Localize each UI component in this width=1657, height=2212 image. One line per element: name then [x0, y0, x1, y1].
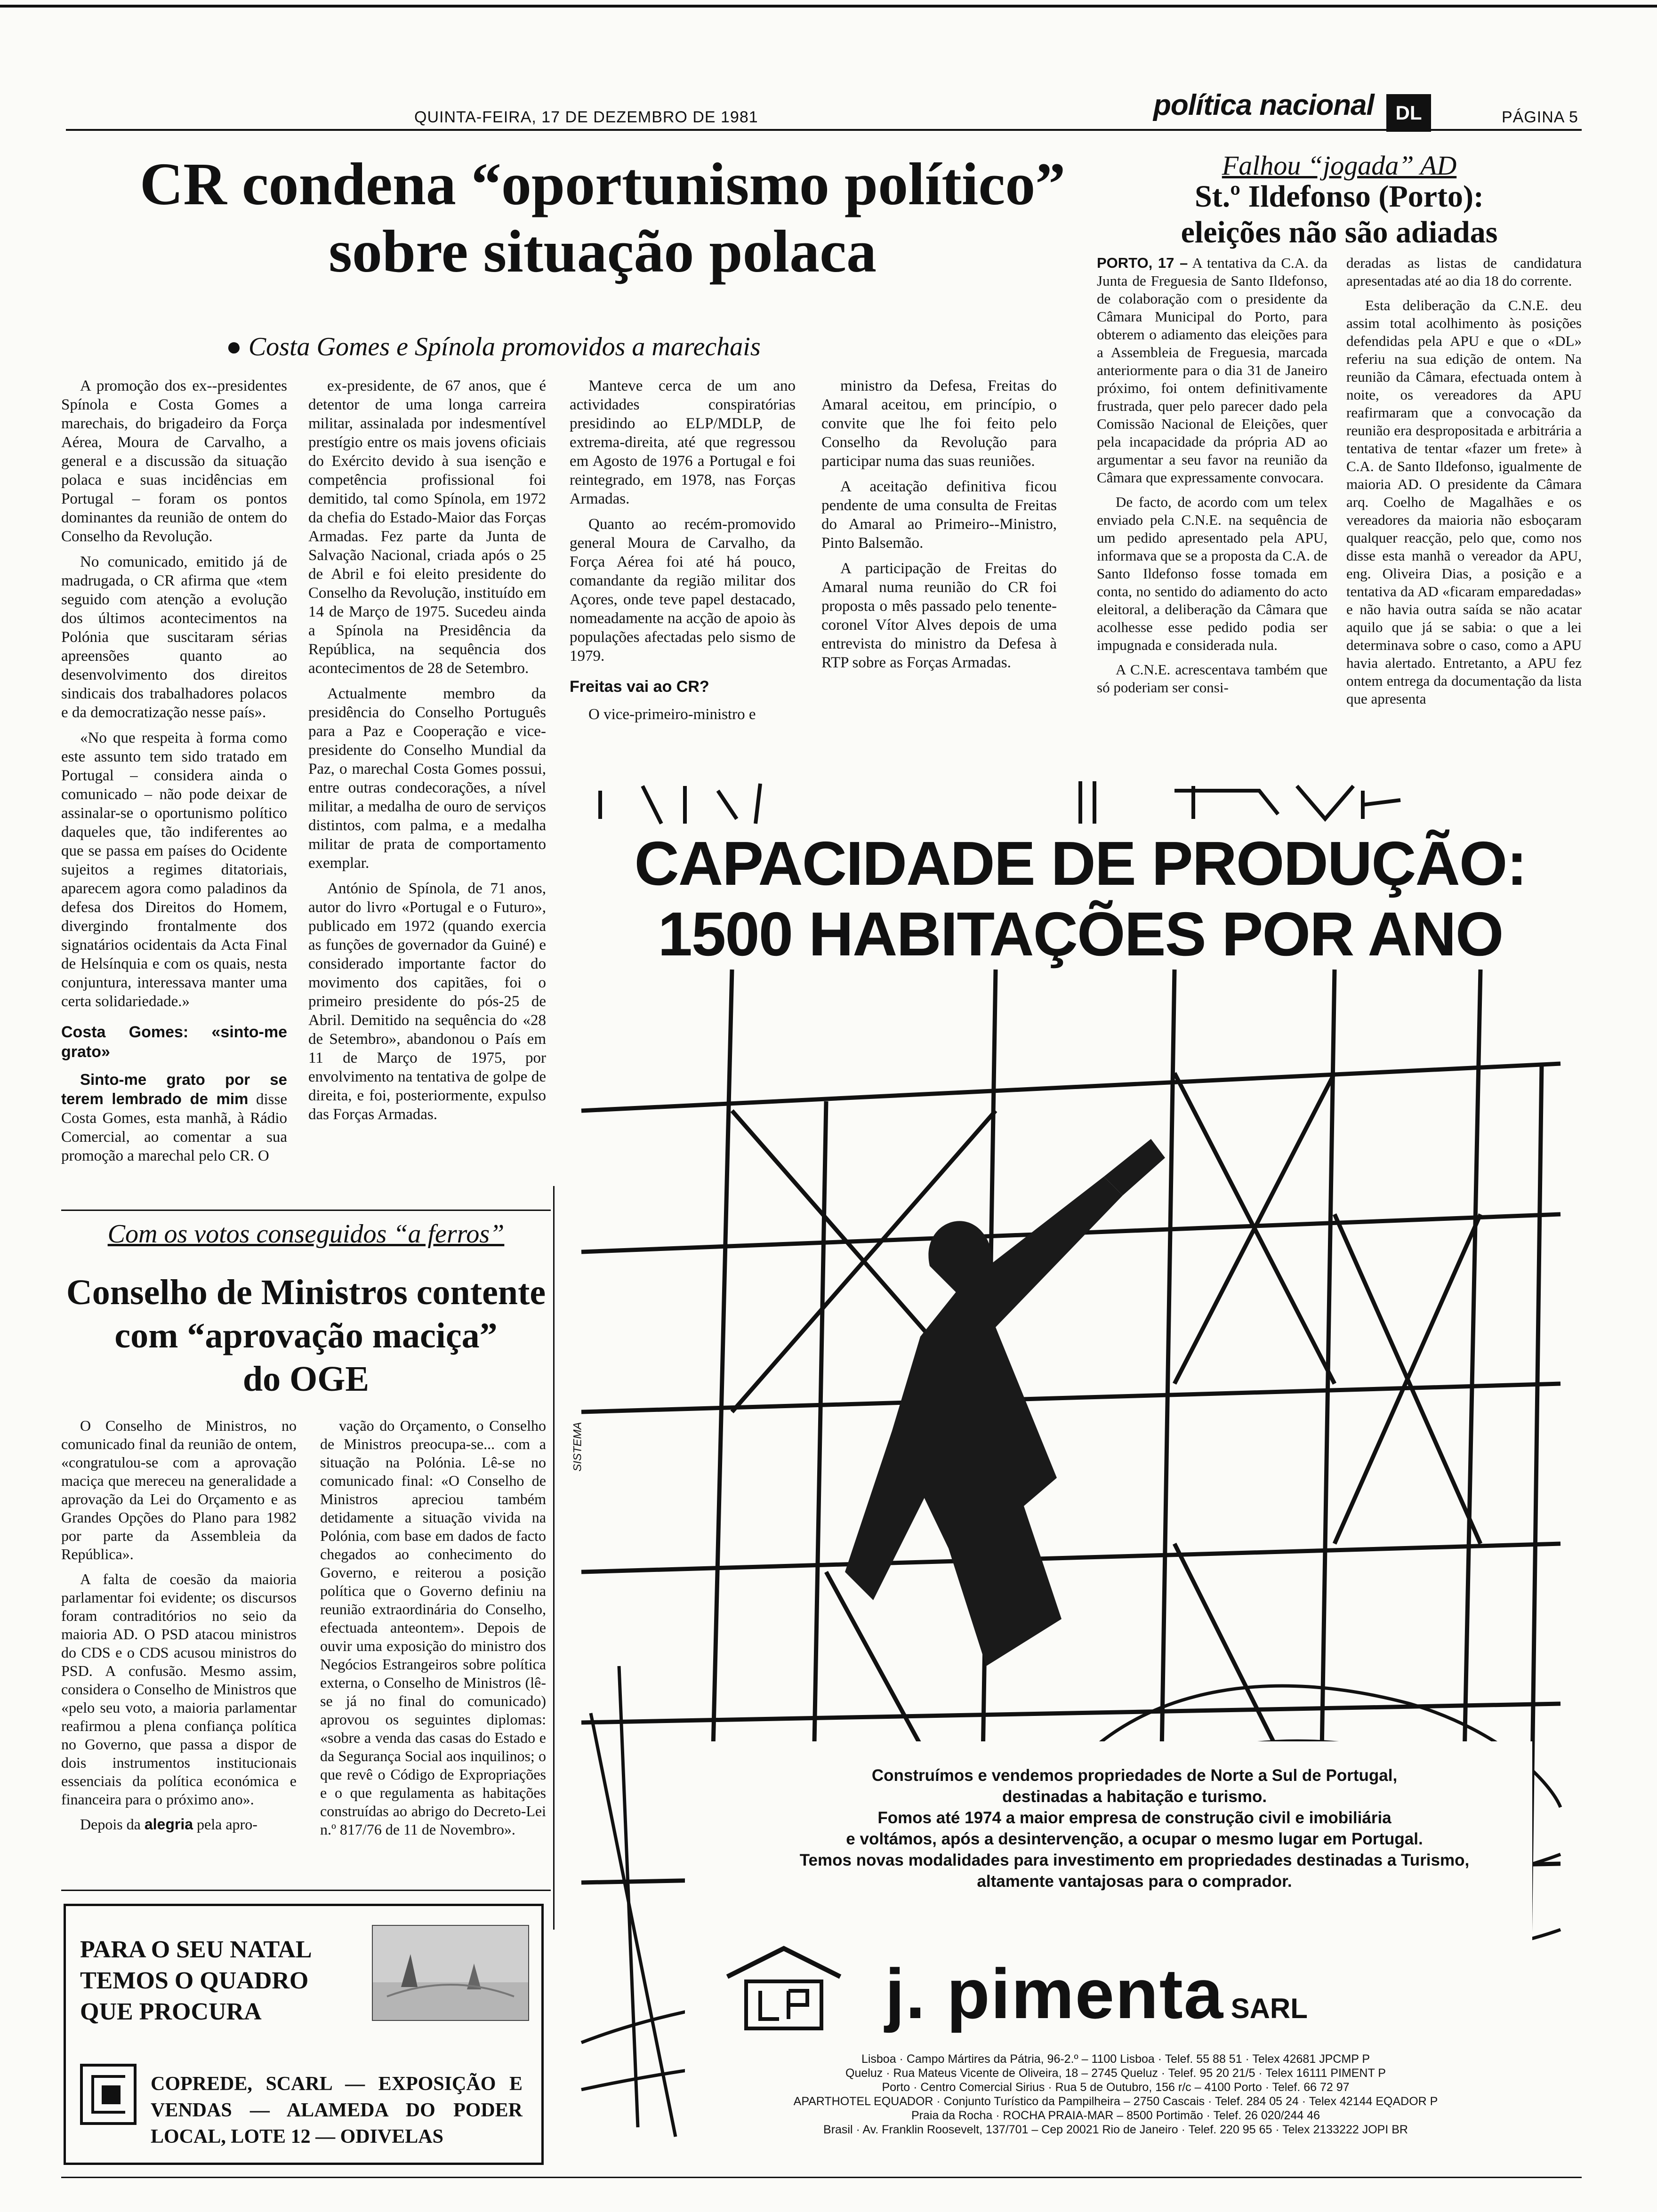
- col-subhead: Costa Gomes: «sinto-me grato»: [61, 1023, 287, 1061]
- oge-kicker: [61, 1219, 551, 1249]
- porto-kicker: [1097, 150, 1582, 181]
- newspaper-logo: DL: [1386, 94, 1431, 132]
- paragraph-tail: disse Costa Gomes, esta manhã, à Rádio Comercial, ao comentar a sua promoção a marechal pelo CR. O: [61, 1091, 287, 1164]
- coprede-logo: [80, 2064, 137, 2125]
- address-line: Queluz · Rua Mateus Vicente de Oliveira, 18 – 2745 Queluz · Telef. 95 20 21/5 · Telex 16111 PIMENT P: [845, 2067, 1386, 2080]
- paragraph: A participação de Freitas do Amaral numa reunião do CR foi proposta o mês passado pelo tenente-coronel Vítor Alves depois de uma entrevista do ministro da Defesa à RTP sobre as Forças Armadas.: [821, 560, 1057, 671]
- page-number: PÁGINA 5: [1502, 108, 1578, 126]
- paragraph-tail: Depois da: [80, 1816, 141, 1833]
- natal-ad-address: COPREDE, SCARL — EXPOSIÇÃO E VENDAS — ALAMEDA DO PODER LOCAL, LOTE 12 — ODIVELAS: [151, 2073, 523, 2148]
- natal-title-line3: QUE PROCURA: [80, 1998, 262, 2025]
- paragraph: ex-presidente, de 67 anos, que é detentor de uma longa carreira militar, assinalada por indesmentível prestígio entre os mais jovens oficiais do Exército devido à sua isenção e competência profissional foi demitido, tal como Spínola, em 1972 da chefia do Estado-Maior das Forças Armadas. Fez parte da Junta de Salvação Nacional, criada após o 25 de Abril e foi eleito presidente do Conselho da Revolução, instituído em 14 de Março de 1975. Sucedeu ainda a Spínola na Presidência da República, na sequência dos acontecimentos de 28 de Setembro.: [308, 377, 546, 677]
- porto-col-1: [1097, 254, 1327, 758]
- paragraph: A aceitação definitiva ficou pendente de uma consulta de Freitas do Amaral ao Primeiro--Ministro, Pinto Balsemão.: [821, 478, 1057, 552]
- paragraph: «No que respeita à forma como este assunto tem sido tratado em Portugal – considera ainda o comunicado – não pode deixar de assinalar-se o oportunismo político daqueles que, tão indiferentes ao que se passa em países do Ocidente sujeitos a regimes ditatoriais, aparecem agora como paladinos da defesa dos Direitos do Homem, divergindo frontalmente dos signatários ocidentais da Acta Final de Helsínquia e com os quais, nesta conjuntura, interessava manter uma certa solidariedade.»: [61, 729, 287, 1010]
- natal-title-line1: PARA O SEU NATAL: [80, 1936, 312, 1963]
- house-logo-icon: [718, 1939, 850, 2033]
- ad-brand-name: [885, 1953, 1308, 2035]
- paragraph: A C.N.E. acrescentava também que só poderiam ser consi-: [1097, 661, 1327, 696]
- brand-wordmark: j. pimenta: [885, 1954, 1224, 2033]
- ad-copy-line: Fomos até 1974 a maior empresa de construção civil e imobiliária: [877, 1809, 1392, 1827]
- paragraph: António de Spínola, de 71 anos, autor do livro «Portugal e o Futuro», publicado em 1972 (quando exercia as funções de governador da Guiné) e considerado importante factor do movimento dos capitães, foi o primeiro presidente do pós-25 de Abril. Demitido na sequência do «28 de Setembro», abandonou o País em 11 de Março de 1975, por envolvimento na tentativa de golpe de direita, e foi, posteriormente, expulso das Forças Armadas.: [308, 880, 546, 1123]
- brand-suffix: SARL: [1231, 1993, 1308, 2024]
- top-border: [0, 5, 1657, 8]
- ad-copy-line: Construímos e vendemos propriedades de Norte a Sul de Portugal,: [871, 1766, 1398, 1785]
- oge-kicker-text: Com os votos conseguidos “a ferros”: [107, 1219, 505, 1249]
- painting-image: [372, 1925, 529, 2021]
- ad-copy-line: altamente vantajosas para o comprador.: [977, 1872, 1292, 1891]
- paragraph: Esta deliberação da C.N.E. deu assim total acolhimento às posições defendidas pela APU e que o «DL» referiu na sua edição de ontem. Na reunião da Câmara, efectuada ontem à noite, os vereadores da APU reafirmaram que a convocação da reunião era despropositada e arbitrária a tentativa de tentar «fazer um frete» à C.A. de Santo Ildefonso, igualmente de maioria AD. O presidente da Câmara arq. Coelho de Magalhães e os vereadores da maioria não esboçaram qualquer reacção, pelo que, como nos disse esta manhã o vereador da APU, eng. Oliveira Dias, a posição e a tentativa da AD «ficaram emparedadas» e não havia outra saída se não acatar aquilo que já se sabia: o que a lei determinava sobre o caso, como a APU havia alertado. Entretanto, a APU fez ontem entrega da documentação da lista que apresenta: [1346, 297, 1582, 707]
- paragraph: No comunicado, emitido já de madrugada, o CR afirma que «tem seguido com atenção a evolução dos últimos acontecimentos na Polónia que suscitaram sérias apreensões quanto ao desenvolvimento dos direitos sindicais dos trabalhadores polacos e da democratização nesse país».: [61, 553, 287, 721]
- ad-headline-line2: 1500 HABITAÇÕES POR ANO: [658, 899, 1503, 969]
- porto-headline: [1097, 179, 1582, 250]
- paragraph: Actualmente membro da presidência do Conselho Português para a Paz e Cooperação e vice-presidente do Conselho Mundial da Paz, o marechal Costa Gomes possui, entre outras condecorações, a nível militar, a medalha de ouro de serviços distintos, com palma, e a medalha militar de prata de comportamento exemplar.: [308, 685, 546, 872]
- porto-col-2: [1346, 254, 1582, 758]
- main-col-3: [570, 377, 796, 753]
- ad-copy-line: Temos novas modalidades para investimento em propriedades destinadas a Turismo,: [799, 1851, 1470, 1869]
- porto-headline-line1: St.º Ildefonso (Porto):: [1195, 179, 1484, 214]
- paragraph: O vice-primeiro-ministro e: [588, 706, 756, 723]
- main-col-2: [308, 377, 546, 1186]
- address-line: APARTHOTEL EQUADOR · Conjunto Turístico da Pampilheira – 2750 Cascais · Telef. 284 05 24 · Telex 42144 EQADOR P: [793, 2095, 1438, 2108]
- main-headline-line2: sobre situação polaca: [329, 218, 877, 285]
- ad-copy: [734, 1765, 1535, 1892]
- natal-title-line2: TEMOS O QUADRO: [80, 1967, 309, 1994]
- section-separator: [61, 1210, 551, 1211]
- porto-headline-line2: eleições não são adiadas: [1181, 215, 1498, 249]
- paragraph: ministro da Defesa, Freitas do Amaral aceitou, em princípio, o convite que lhe foi feito pelo Conselho da Revolução para participar numa das suas reuniões.: [821, 377, 1057, 470]
- issue-date: QUINTA-FEIRA, 17 DE DEZEMBRO DE 1981: [414, 108, 758, 126]
- header-rule: [66, 129, 1582, 131]
- section-title: política nacional: [1153, 89, 1374, 121]
- oge-headline-line2: com “aprovação maciça”: [114, 1316, 498, 1355]
- paragraph: A tentativa da C.A. da Junta de Freguesia de Santo Ildefonso, de colaboração com o presidente da Câmara Municipal do Porto, para obterem o adiamento das eleições para a Assembleia de Freguesia, marcada anteriormente para o dia 31 de Janeiro próximo, foi ontem definitivamente frustrada, quer pelo parecer dado pela Comissão Nacional de Eleições, quer pela incapacidade da própria AD ao argumentar a seu favor na reunião da Câmara que expressamente convocara.: [1097, 255, 1327, 486]
- paragraph: vação do Orçamento, o Conselho de Ministros preocupa-se... com a situação na Polónia. Lê-se no comunicado final: «O Conselho de Ministros apreciou também detidamente a situação vivida na Polónia, com base em dados de facto chegados ao conhecimento do Governo, e reiterou a posição política que o Governo definiu na reunião extraordinária do Conselho, efectuada anteontem». Depois de ouvir uma exposição do ministro dos Negócios Estrangeiros sobre política externa, o Conselho de Ministros (lê-se já no final do comunicado) aprovou os seguintes diplomas: «sobre a venda das casas do Estado e da Segurança Social aos inquilinos; o que revê o Código de Expropriações e o que regulamenta as habitações construídas ao abrigo do Decreto-Lei n.º 817/76 de 11 de Novembro».: [320, 1417, 546, 1838]
- porto-kicker-text: Falhou “jogada” AD: [1222, 150, 1457, 181]
- ad-credit: SISTEMA: [571, 1422, 584, 1472]
- main-subhead: ● Costa Gomes e Spínola promovidos a marechais: [226, 332, 761, 361]
- oge-col-1: [61, 1417, 297, 1883]
- natal-ad: [64, 1904, 544, 2165]
- main-col-1: [61, 377, 287, 1186]
- address-line: Praia da Rocha · ROCHA PRAIA-MAR – 8500 Portimão · Telef. 26 020/244 46: [911, 2109, 1320, 2122]
- paragraph: Quanto ao recém-promovido general Moura de Carvalho, da Força Aérea foi até há pouco, comandante da região militar dos Açores, onde teve papel destacado, nomeadamente na acção de apoio às populações afectadas pelo sismo de 1979.: [570, 516, 796, 665]
- ad-addresses: [687, 2052, 1544, 2137]
- natal-ad-title: [80, 1934, 362, 2028]
- paragraph: deradas as listas de candidatura apresentadas até ao dia 18 do corrente.: [1346, 255, 1582, 289]
- bold-lead: Sinto-me grato por se terem lembrado de mim: [61, 1071, 287, 1107]
- oge-headline-line1: Conselho de Ministros contente: [66, 1273, 546, 1312]
- section-separator: [61, 1890, 551, 1891]
- ad-headline: [607, 828, 1553, 970]
- ad-copy-line: destinadas a habitação e turismo.: [1002, 1787, 1267, 1806]
- bottom-rule: [61, 2177, 1582, 2178]
- company-logo-mark: [718, 1939, 850, 2033]
- main-col-4: [821, 377, 1057, 753]
- dateline: PORTO, 17 –: [1097, 255, 1188, 271]
- paragraph-tail: pela apro-: [197, 1816, 257, 1833]
- paragraph: O Conselho de Ministros, no comunicado final da reunião de ontem, «congratulou-se com a aprovação maciça que mereceu na generalidade a aprovação da Lei do Orçamento e as Grandes Opções do Plano para 1982 por parte da Assembleia da República».: [61, 1417, 297, 1563]
- bold-word: alegria: [144, 1816, 193, 1833]
- main-headline-line1: CR condena “oportunismo político”: [139, 151, 1066, 217]
- ad-headline-line1: CAPACIDADE DE PRODUÇÃO:: [634, 829, 1527, 898]
- oge-headline-line3: do OGE: [242, 1359, 370, 1399]
- ad-copy-line: e voltámos, após a desintervenção, a ocupar o mesmo lugar em Portugal.: [846, 1830, 1423, 1848]
- main-subhead-text: Costa Gomes e Spínola promovidos a marechais: [248, 332, 761, 361]
- address-line: Brasil · Av. Franklin Roosevelt, 137/701 – Cep 20021 Rio de Janeiro · Telef. 220 95 65 · Telex 2133222 JOPI BR: [823, 2123, 1408, 2136]
- paragraph: Manteve cerca de um ano actividades conspiratórias presidindo ao ELP/MDLP, de extrema-direita, até que regressou em Agosto de 1976 a Portugal e foi reintegrado, em 1978, nas Forças Armadas.: [570, 377, 796, 507]
- col-subhead: Freitas vai ao CR?: [570, 678, 709, 696]
- paragraph: A falta de coesão da maioria parlamentar foi evidente; os discursos foram contraditórios no seio da maioria AD. O PSD atacou ministros do CDS e o CDS acusou ministros do PSD. A confusão. Mesmo assim, considera o Conselho de Ministros que «pelo seu voto, a maioria parlamentar reafirmou a plena confiança política no Governo, que passa a dispor de dois instrumentos institucionais essenciais da política económica e financeira para o próximo ano».: [61, 1571, 297, 1808]
- paragraph: De facto, de acordo com um telex enviado pela C.N.E. na sequência de um pedido apresentado pela APU, informava que se a proposta da C.A. de Santo Ildefonso fosse tomada em conta, no sentido do adiamento do acto eleitoral, a deliberação da Câmara que acolhesse esse pedido podia ser impugnada e considerada nula.: [1097, 494, 1327, 653]
- oge-headline: [47, 1271, 565, 1401]
- main-headline: [61, 151, 1144, 286]
- address-line: Porto · Centro Comercial Sirius · Rua 5 de Outubro, 156 r/c – 4100 Porto · Telef. 66 72 97: [882, 2081, 1350, 2094]
- oge-col-2: [320, 1417, 546, 1883]
- address-line: Lisboa · Campo Mártires da Pátria, 96-2.º – 1100 Lisboa · Telef. 55 88 51 · Telex 42681 JPCMP P: [861, 2052, 1370, 2066]
- paragraph: A promoção dos ex--presidentes Spínola e Costa Gomes a marechais, do brigadeiro da Força Aérea, Moura de Carvalho, a general e a discussão da situação polaca e suas incidências em Portugal – foram os pontos dominantes da reunião de ontem do Conselho da Revolução.: [61, 377, 287, 545]
- painting-sketch: [373, 1926, 528, 2020]
